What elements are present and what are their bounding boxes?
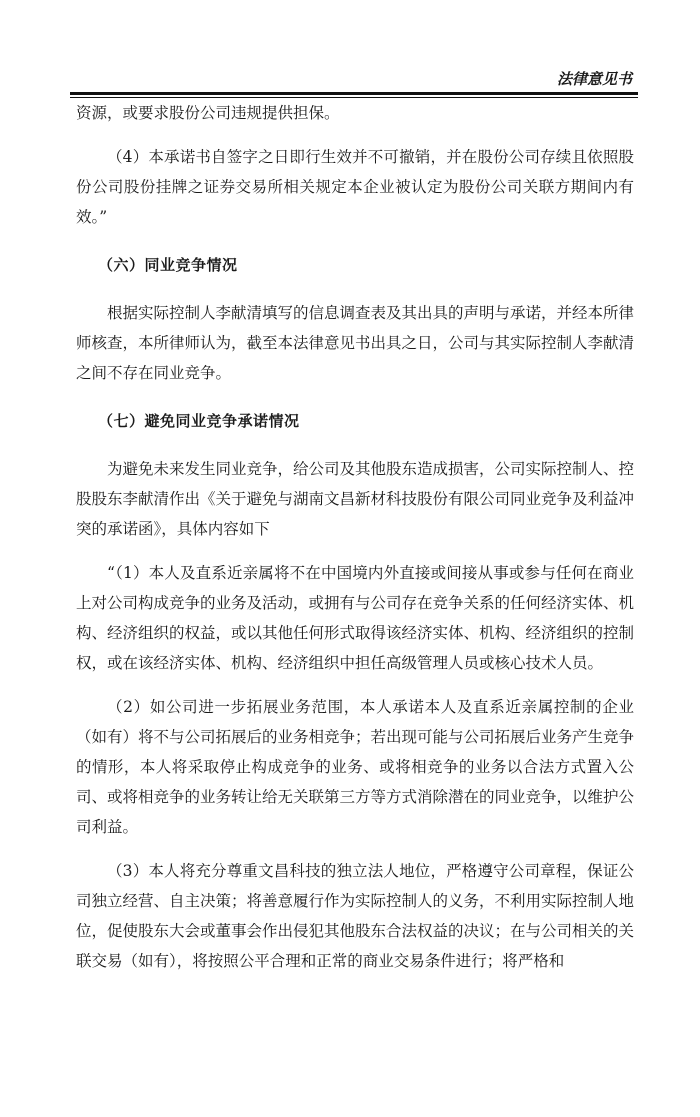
paragraph-commitment-3: （3）本人将充分尊重文昌科技的独立法人地位，严格遵守公司章程，保证公司独立经营、自主决策；将善意履行作为实际控制人的义务，不利用实际控制人地位，促使股东大会或董事会作出侵犯其他股东合法权益的决议；在与公司相关的关联交易（如有），将按照公平合理和正常的商业交易条件进行；将严格和	[76, 862, 635, 970]
paragraph-continuation: 资源，或要求股份公司违规提供担保。	[76, 104, 340, 122]
paragraph-competition-status: 根据实际控制人李献清填写的信息调查表及其出具的声明与承诺，并经本所律师核查，本所律师认为，截至本法律意见书出具之日，公司与其实际控制人李献清之间不存在同业竞争。	[76, 304, 635, 382]
paragraph-commitment-4: （4）本承诺书自签字之日即行生效并不可撤销，并在股份公司存续且依照股份公司股份挂牌之证券交易所相关规定本企业被认定为股份公司关联方期间内有效。”	[76, 148, 634, 226]
paragraph-commitment-2: （2）如公司进一步拓展业务范围，本人承诺本人及直系近亲属控制的企业（如有）将不与公司拓展后的业务相竞争；若出现可能与公司拓展后业务产生竞争的情形，本人将采取停止构成竞争的业务、或将相竞争的业务以合法方式置入公司、或将相竞争的业务转让给无关联第三方等方式消除潜在的同业竞争，以维护公司利益。	[76, 698, 635, 836]
paragraph-commitment-1: “（1）本人及直系近亲属将不在中国境内外直接或间接从事或参与任何在商业上对公司构成竞争的业务及活动，或拥有与公司存在竞争关系的任何经济实体、机构、经济组织的权益，或以其他任何形式取得该经济实体、机构、经济组织的控制权，或在该经济实体、机构、经济组织中担任高级管理人员或核心技术人员。	[76, 564, 635, 672]
section-heading-7: （七）避免同业竞争承诺情况	[98, 412, 300, 430]
paragraph-commitment-intro: 为避免未来发生同业竞争，给公司及其他股东造成损害，公司实际控制人、控股股东李献清作出《关于避免与湖南文昌新材科技股份有限公司同业竞争及利益冲突的承诺函》，具体内容如下	[76, 460, 635, 538]
document-header-title: 法律意见书	[556, 70, 632, 88]
section-heading-6: （六）同业竞争情况	[98, 256, 238, 274]
document-body	[76, 98, 634, 976]
header-rule-thick	[70, 92, 638, 95]
